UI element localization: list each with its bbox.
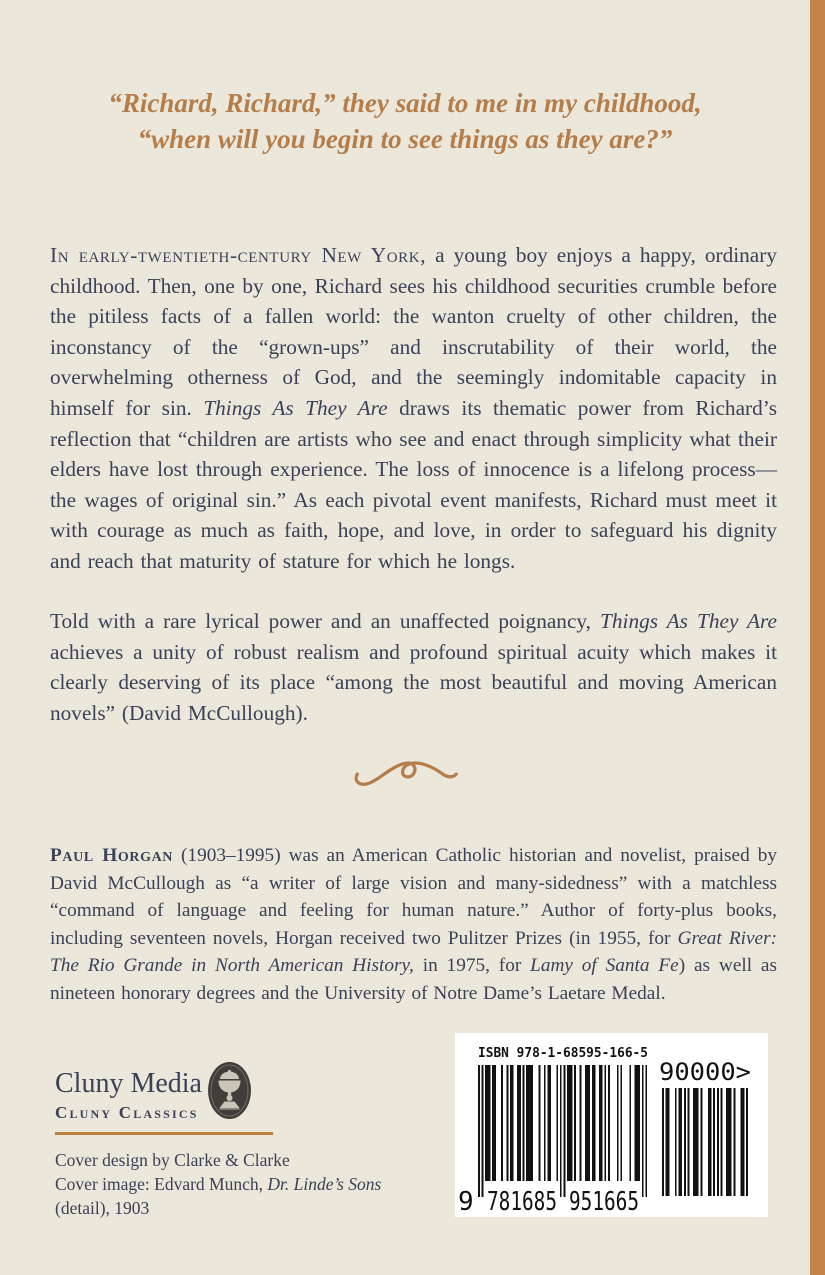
- barcode-box: [455, 1033, 768, 1217]
- credits: [55, 1148, 415, 1220]
- pull-quote-line-1: “Richard, Richard,” they said to me in my childhood,: [108, 88, 702, 118]
- author-bio: Paul Horgan (1903–1995) was an American Catholic historian and novelist, praised by David McCullough as “a writer of large vision and many-sidedness” with a matchless “command of language and feeling for human nature.” Author of forty-plus books, including seventeen novels, Horgan received two Pulitzer Prizes (in 1955, for Great River: The Rio Grande in North American History, in 1975, for Lamy of Santa Fe) as well as nineteen honorary degrees and the University of Notre Dame’s Laetare Medal.: [50, 845, 778, 1004]
- credits-line-2: Cover image: Edvard Munch, Dr. Linde’s Sons: [55, 1174, 382, 1194]
- synopsis-paragraph-1: In early-twentieth-century New York, a young boy enjoys a happy, ordinary childhood. Then, one by one, Richard sees his childhood securities crumble before the pitiless facts of a fallen world: the wanton cruelty of other children, the inconstancy of the “grown-ups” and inscrutability of their world, the overwhelming otherness of God, and the seemingly indomitable capacity in himself for sin. Things As They Are draws its thematic power from Richard’s reflection that “children are artists who see and enact through simplicity what their elders have lost through experience. The loss of innocence is a lifelong process—the wages of original sin.” As each pivotal event manifests, Richard must meet it with courage as much as faith, hope, and love, in order to safeguard his dignity and reach that maturity of stature for which he longs.: [50, 243, 777, 573]
- spine-strip: [810, 0, 825, 1275]
- isbn-label: ISBN 978-1-68595-166-5: [478, 1046, 648, 1061]
- barcode-digit-group1: 781685: [487, 1187, 557, 1217]
- pull-quote-line-2: “when will you begin to see things as they are?”: [137, 124, 673, 154]
- barcode-supplement-bars: [662, 1088, 748, 1196]
- supplement-label: 90000>: [659, 1058, 751, 1086]
- barcode-main-bars: [478, 1065, 647, 1197]
- pull-quote: [0, 85, 810, 157]
- publisher-name: Cluny Media: [55, 1068, 202, 1099]
- publisher-imprint: Cluny Classics: [55, 1103, 199, 1122]
- synopsis-paragraph-2: Told with a rare lyrical power and an unaffected poignancy, Things As They Are achieves a unity of robust realism and profound spiritual acuity which makes it clearly deserving of its place “among the most beautiful and moving American novels” (David McCullough).: [50, 609, 777, 725]
- barcode-digit-group2: 951665: [569, 1187, 639, 1217]
- ornament-flourish-icon: [0, 752, 810, 803]
- credits-line-1: Cover design by Clarke & Clarke: [55, 1150, 290, 1170]
- chalice-icon: [206, 1060, 253, 1126]
- credits-line-3: (detail), 1903: [55, 1198, 150, 1218]
- barcode-digit-lead: 9: [458, 1187, 474, 1217]
- divider-rule: [55, 1132, 273, 1135]
